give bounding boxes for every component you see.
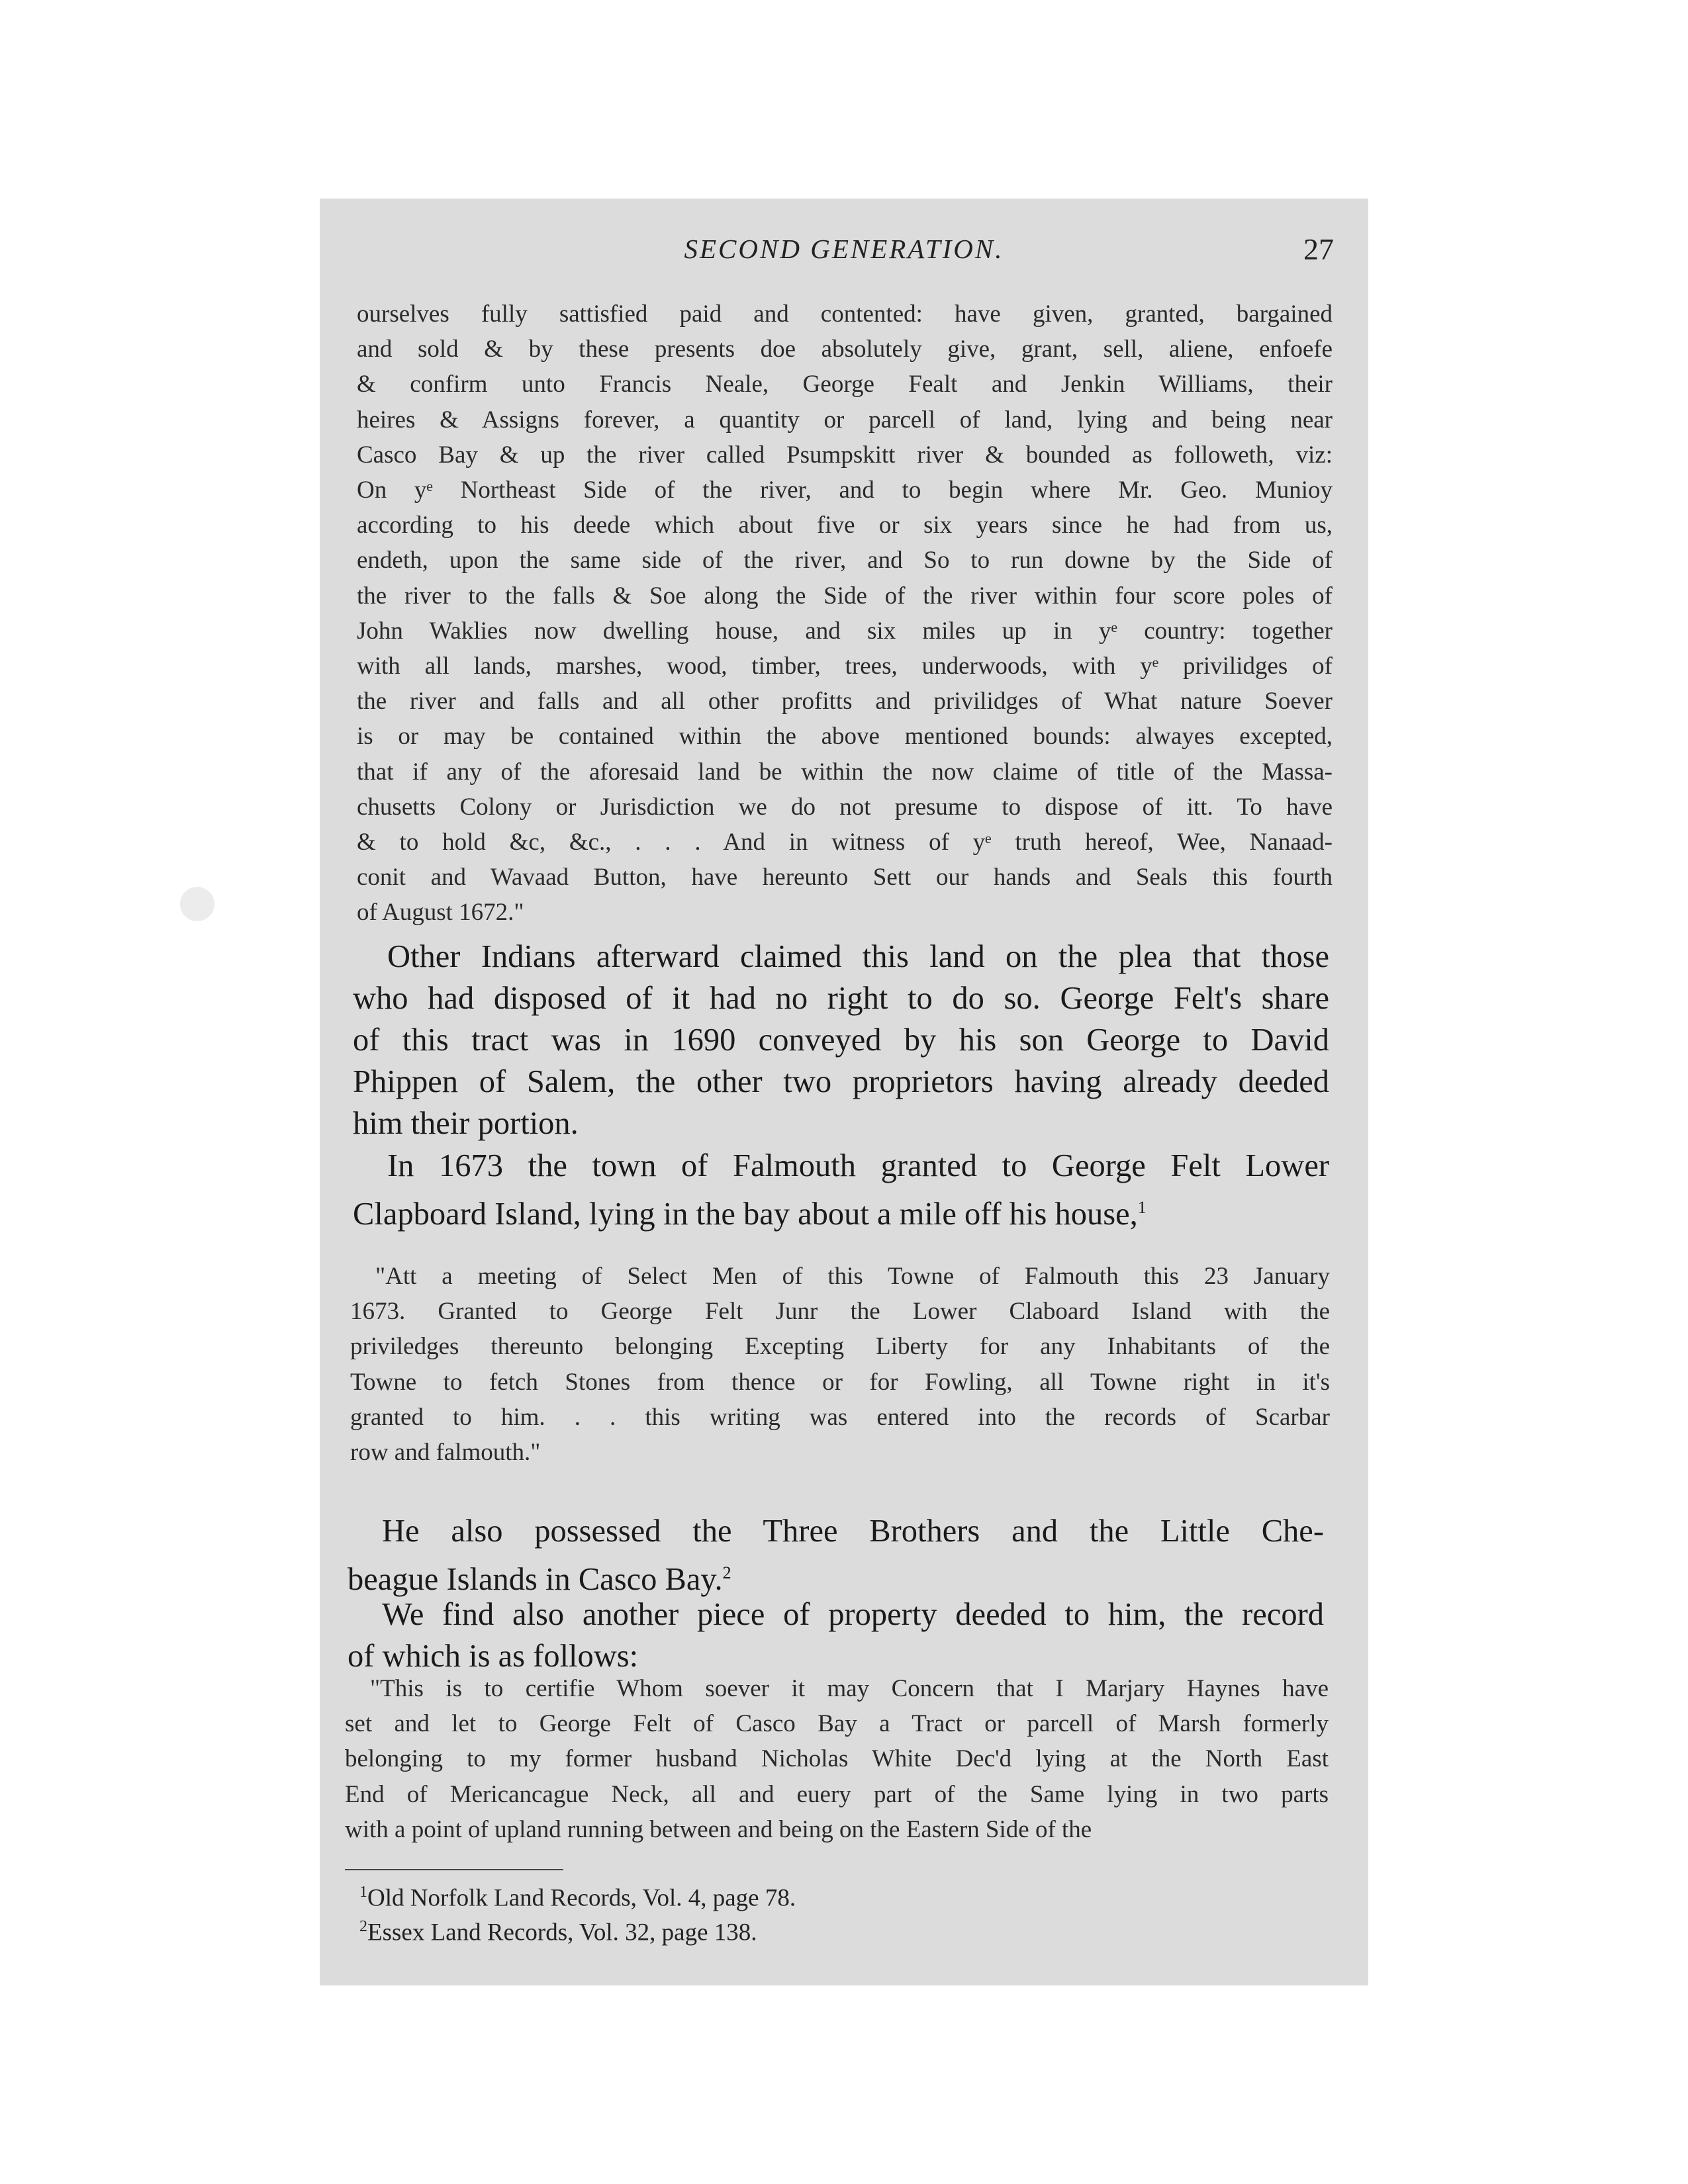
- text-line: "This is to certifie Whom soever it may Concern that I Marjary Haynes have: [370, 1675, 1329, 1702]
- paragraph-indian-claims: [353, 936, 1329, 1144]
- text-line: endeth, upon the same side of the river, and So to run downe by the Side of: [357, 547, 1333, 574]
- scan-smudge: [180, 887, 214, 921]
- text-line: "Att a meeting of Select Men of this Towne of Falmouth this 23 January: [375, 1263, 1330, 1290]
- text-line: heires & Assigns forever, a quantity or parcell of land, lying and being near: [357, 406, 1333, 433]
- scanned-page: [320, 199, 1368, 1985]
- text-line: chusetts Colony or Jurisdiction we do not presume to dispose of itt. To have: [357, 793, 1333, 821]
- paragraph-another-property: [348, 1594, 1324, 1677]
- footnote-reference: 1: [1137, 1198, 1147, 1217]
- text-line: the river and falls and all other profitts and privilidges of What nature Soever: [357, 688, 1333, 715]
- text-line: End of Mericancague Neck, all and euery part of the Same lying in two parts: [345, 1780, 1329, 1808]
- text-line: who had disposed of it had no right to do so. George Felt's share: [353, 981, 1329, 1016]
- text-line: and sold & by these presents doe absolutely give, grant, sell, aliene, enfoefe: [357, 336, 1333, 363]
- text-line: In 1673 the town of Falmouth granted to George Felt Lower: [387, 1148, 1329, 1183]
- text-line: priviledges thereunto belonging Excepting Liberty for any Inhabitants of the: [350, 1333, 1330, 1361]
- text-line: the river to the falls & Soe along the Side of the river within four score poles of: [357, 582, 1333, 610]
- text-line: He also possessed the Three Brothers and the Little Che-: [382, 1514, 1324, 1549]
- text-line: Clapboard Island, lying in the bay about a mile off his house,$^1$: [353, 1197, 1147, 1232]
- text-line: Casco Bay & up the river called Psumpskitt river & bounded as followeth, viz:: [357, 441, 1333, 469]
- footnote-2: [359, 1918, 757, 1946]
- text-line: beague Islands in Casco Bay.$^2$: [348, 1562, 731, 1598]
- text-line: row and falmouth.": [350, 1439, 541, 1467]
- footnote-text: Old Norfolk Land Records, Vol. 4, page 78.: [367, 1884, 796, 1912]
- text-line: set and let to George Felt of Casco Bay a Tract or parcell of Marsh formerly: [345, 1710, 1329, 1738]
- text-line: Phippen of Salem, the other two proprietors having already deeded: [353, 1064, 1329, 1099]
- text-line: ourselves fully sattisfied paid and contented: have given, granted, bargained: [357, 300, 1333, 328]
- text-line: that if any of the aforesaid land be within the now claime of title of the Massa-: [357, 758, 1333, 786]
- quoted-deed-block: [357, 296, 1333, 931]
- page-number: 27: [1303, 232, 1334, 266]
- footnote-1: [359, 1884, 796, 1912]
- paragraph-falmouth-grant: [353, 1145, 1329, 1235]
- quoted-selectmen-record: [350, 1259, 1330, 1470]
- footnote-rule: [345, 1869, 563, 1870]
- text-line: 1673. Granted to George Felt Junr the Lower Claboard Island with the: [350, 1298, 1330, 1326]
- text-line: & confirm unto Francis Neale, George Fealt and Jenkin Williams, their: [357, 371, 1333, 398]
- text-line: belonging to my former husband Nicholas White Dec'd lying at the North East: [345, 1745, 1329, 1773]
- text-line: according to his deede which about five or six years since he had from us,: [357, 512, 1333, 539]
- text-line: John Waklies now dwelling house, and six miles up in yᵉ country: together: [357, 617, 1333, 645]
- text-line: is or may be contained within the above mentioned bounds: alwayes excepted,: [357, 723, 1333, 751]
- footnote-text: Essex Land Records, Vol. 32, page 138.: [367, 1919, 757, 1946]
- text-line: him their portion.: [353, 1106, 579, 1141]
- text-line: & to hold &c, &c., . . . And in witness of yᵉ truth hereof, Wee, Nanaad-: [357, 829, 1333, 856]
- text-line: granted to him. . . this writing was entered into the records of Scarbar: [350, 1403, 1330, 1431]
- footnote-mark: 1: [359, 1884, 367, 1901]
- text-line: Other Indians afterward claimed this land on the plea that those: [387, 939, 1329, 974]
- running-head: SECOND GENERATION.: [684, 234, 1004, 264]
- footnote-reference: 2: [722, 1563, 731, 1582]
- text-line: On yᵉ Northeast Side of the river, and to begin where Mr. Geo. Munioy: [357, 477, 1333, 504]
- quoted-haynes-lease: [345, 1671, 1329, 1847]
- text-line: of which is as follows:: [348, 1639, 639, 1674]
- text-line: with a point of upland running between and being on the Eastern Side of the: [345, 1815, 1092, 1843]
- paragraph-three-brothers: [348, 1510, 1324, 1600]
- text-line: of August 1672.": [357, 899, 524, 927]
- text-line: conit and Wavaad Button, have hereunto Sett our hands and Seals this fourth: [357, 864, 1333, 891]
- footnote-mark: 2: [359, 1918, 367, 1935]
- text-line: with all lands, marshes, wood, timber, trees, underwoods, with yᵉ privilidges of: [357, 653, 1333, 680]
- text-line: We find also another piece of property deeded to him, the record: [382, 1597, 1324, 1632]
- text-line: of this tract was in 1690 conveyed by his son George to David: [353, 1023, 1329, 1058]
- text-line: Towne to fetch Stones from thence or for Fowling, all Towne right in it's: [350, 1368, 1330, 1396]
